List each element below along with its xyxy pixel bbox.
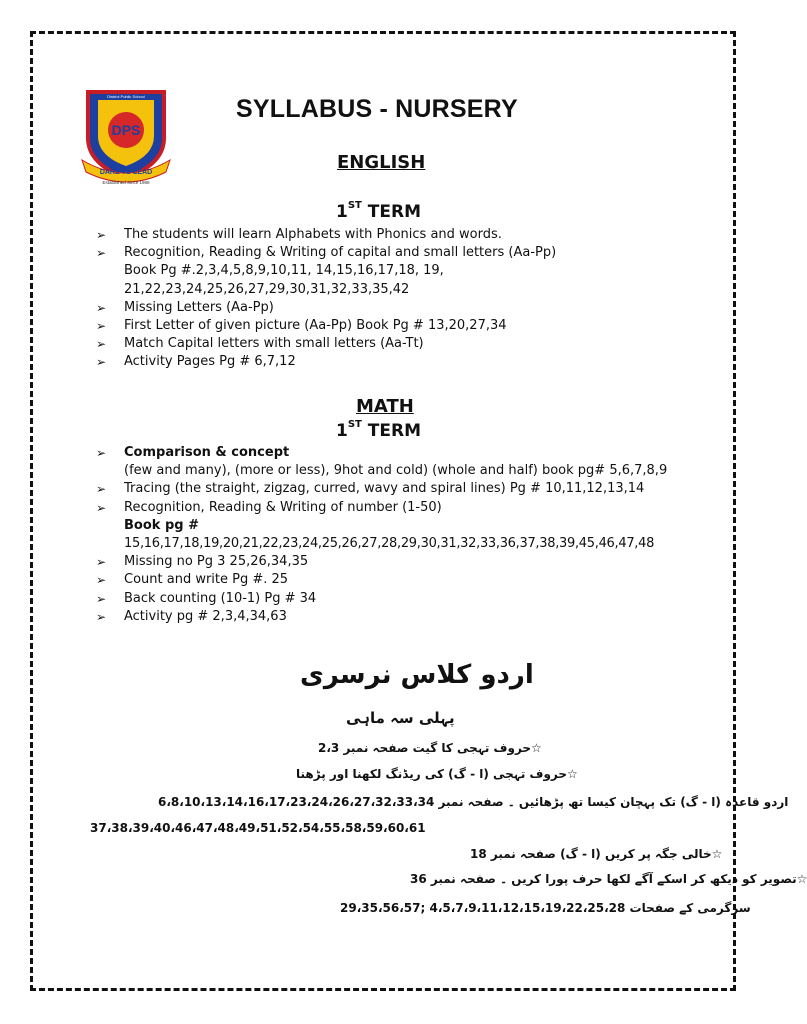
svg-text:Established Since 1988: Established Since 1988 bbox=[102, 180, 150, 185]
page-title: SYLLABUS - NURSERY bbox=[236, 95, 518, 123]
math-heading: MATH bbox=[356, 396, 414, 417]
list-item: ➢ First Letter of given picture (Aa-Pp) Book Pg # 13,20,27,34 bbox=[96, 318, 507, 334]
list-item: ➢ Missing no Pg 3 25,26,34,35 bbox=[96, 554, 309, 570]
english-term-heading: 1ST TERM bbox=[336, 200, 422, 222]
list-item: ➢ Count and write Pg #. 25 bbox=[96, 572, 289, 588]
math-term-heading: 1ST TERM bbox=[336, 419, 422, 441]
list-item: ➢ Missing Letters (Aa-Pp) bbox=[96, 299, 274, 315]
list-item: ➢ Match Capital letters with small letters (Aa-Tt) bbox=[96, 336, 424, 352]
list-item: ➢ The students will learn Alphabets with Phonics and words. bbox=[96, 227, 502, 242]
list-item: ➢ Comparison & concept (few and many), (more or less), 9hot and cold) (whole and half) book pg# 5,6,7,8,9 bbox=[96, 445, 668, 479]
urdu-line: 37،38،39،40،46،47،48،49،51،52،54،55،58،59،60،61 bbox=[90, 821, 426, 835]
svg-text:DARE TO LEAD: DARE TO LEAD bbox=[99, 169, 153, 176]
urdu-line: اردو قاعدہ (ا - گ) تک پہچان کیسا تھ پڑھائیں ۔ صفحہ نمبر 6،8،10،13،14،16،17،23،24،26،27،32،33،34 bbox=[158, 795, 789, 809]
list-item: ➢ Back counting (10-1) Pg # 34 bbox=[96, 590, 317, 606]
logo-monogram: DPS bbox=[111, 122, 141, 138]
math-topic-list bbox=[96, 444, 667, 626]
urdu-line: ☆حروف تہجی کا گیت صفحہ نمبر 2،3 bbox=[318, 741, 542, 755]
urdu-term-subtitle: پہلی سہ ماہی bbox=[346, 709, 455, 727]
list-item: ➢ Recognition, Reading & Writing of number (1-50) Book pg # 15,16,17,18,19,20,21,22,23,24,25,26,27,28,29,30,31,32,33,36,37,38,39,45,46,47,48 bbox=[96, 499, 655, 552]
list-item: ➢ Recognition, Reading & Writing of capital and small letters (Aa-Pp) Book Pg #.2,3,4,5,8,9,10,11, 14,15,16,17,18, 19, 21,22,23,24,25,26,27,29,30,31,32,33,35,42 bbox=[96, 245, 557, 297]
list-item: ➢ Activity Pages Pg # 6,7,12 bbox=[96, 354, 296, 370]
english-topic-list bbox=[96, 226, 556, 372]
svg-text:District Public School: District Public School bbox=[107, 94, 145, 99]
urdu-line: ☆تصویر کو دیکھ کر اسکے آگے لکھا حرف پورا کریں ۔ صفحہ نمبر 36 bbox=[410, 872, 807, 886]
english-heading: ENGLISH bbox=[337, 152, 426, 173]
urdu-line: ☆خالی جگہ پر کریں (ا - گ) صفحہ نمبر 18 bbox=[470, 847, 723, 861]
school-logo bbox=[80, 86, 172, 186]
urdu-class-title: اردو کلاس نرسری bbox=[300, 660, 534, 690]
list-item: ➢ Activity pg # 2,3,4,34,63 bbox=[96, 608, 287, 624]
urdu-line: ☆حروف تہجی (ا - گ) کی ریڈنگ لکھنا اور پڑھنا bbox=[296, 767, 578, 781]
urdu-line: سرگرمی کے صفحات 4،5،7،9،11،12،15،19،22،25،28 ;29،35،56،57 bbox=[340, 901, 751, 915]
list-item: ➢ Tracing (the straight, zigzag, curred, wavy and spiral lines) Pg # 10,11,12,13,14 bbox=[96, 481, 645, 497]
